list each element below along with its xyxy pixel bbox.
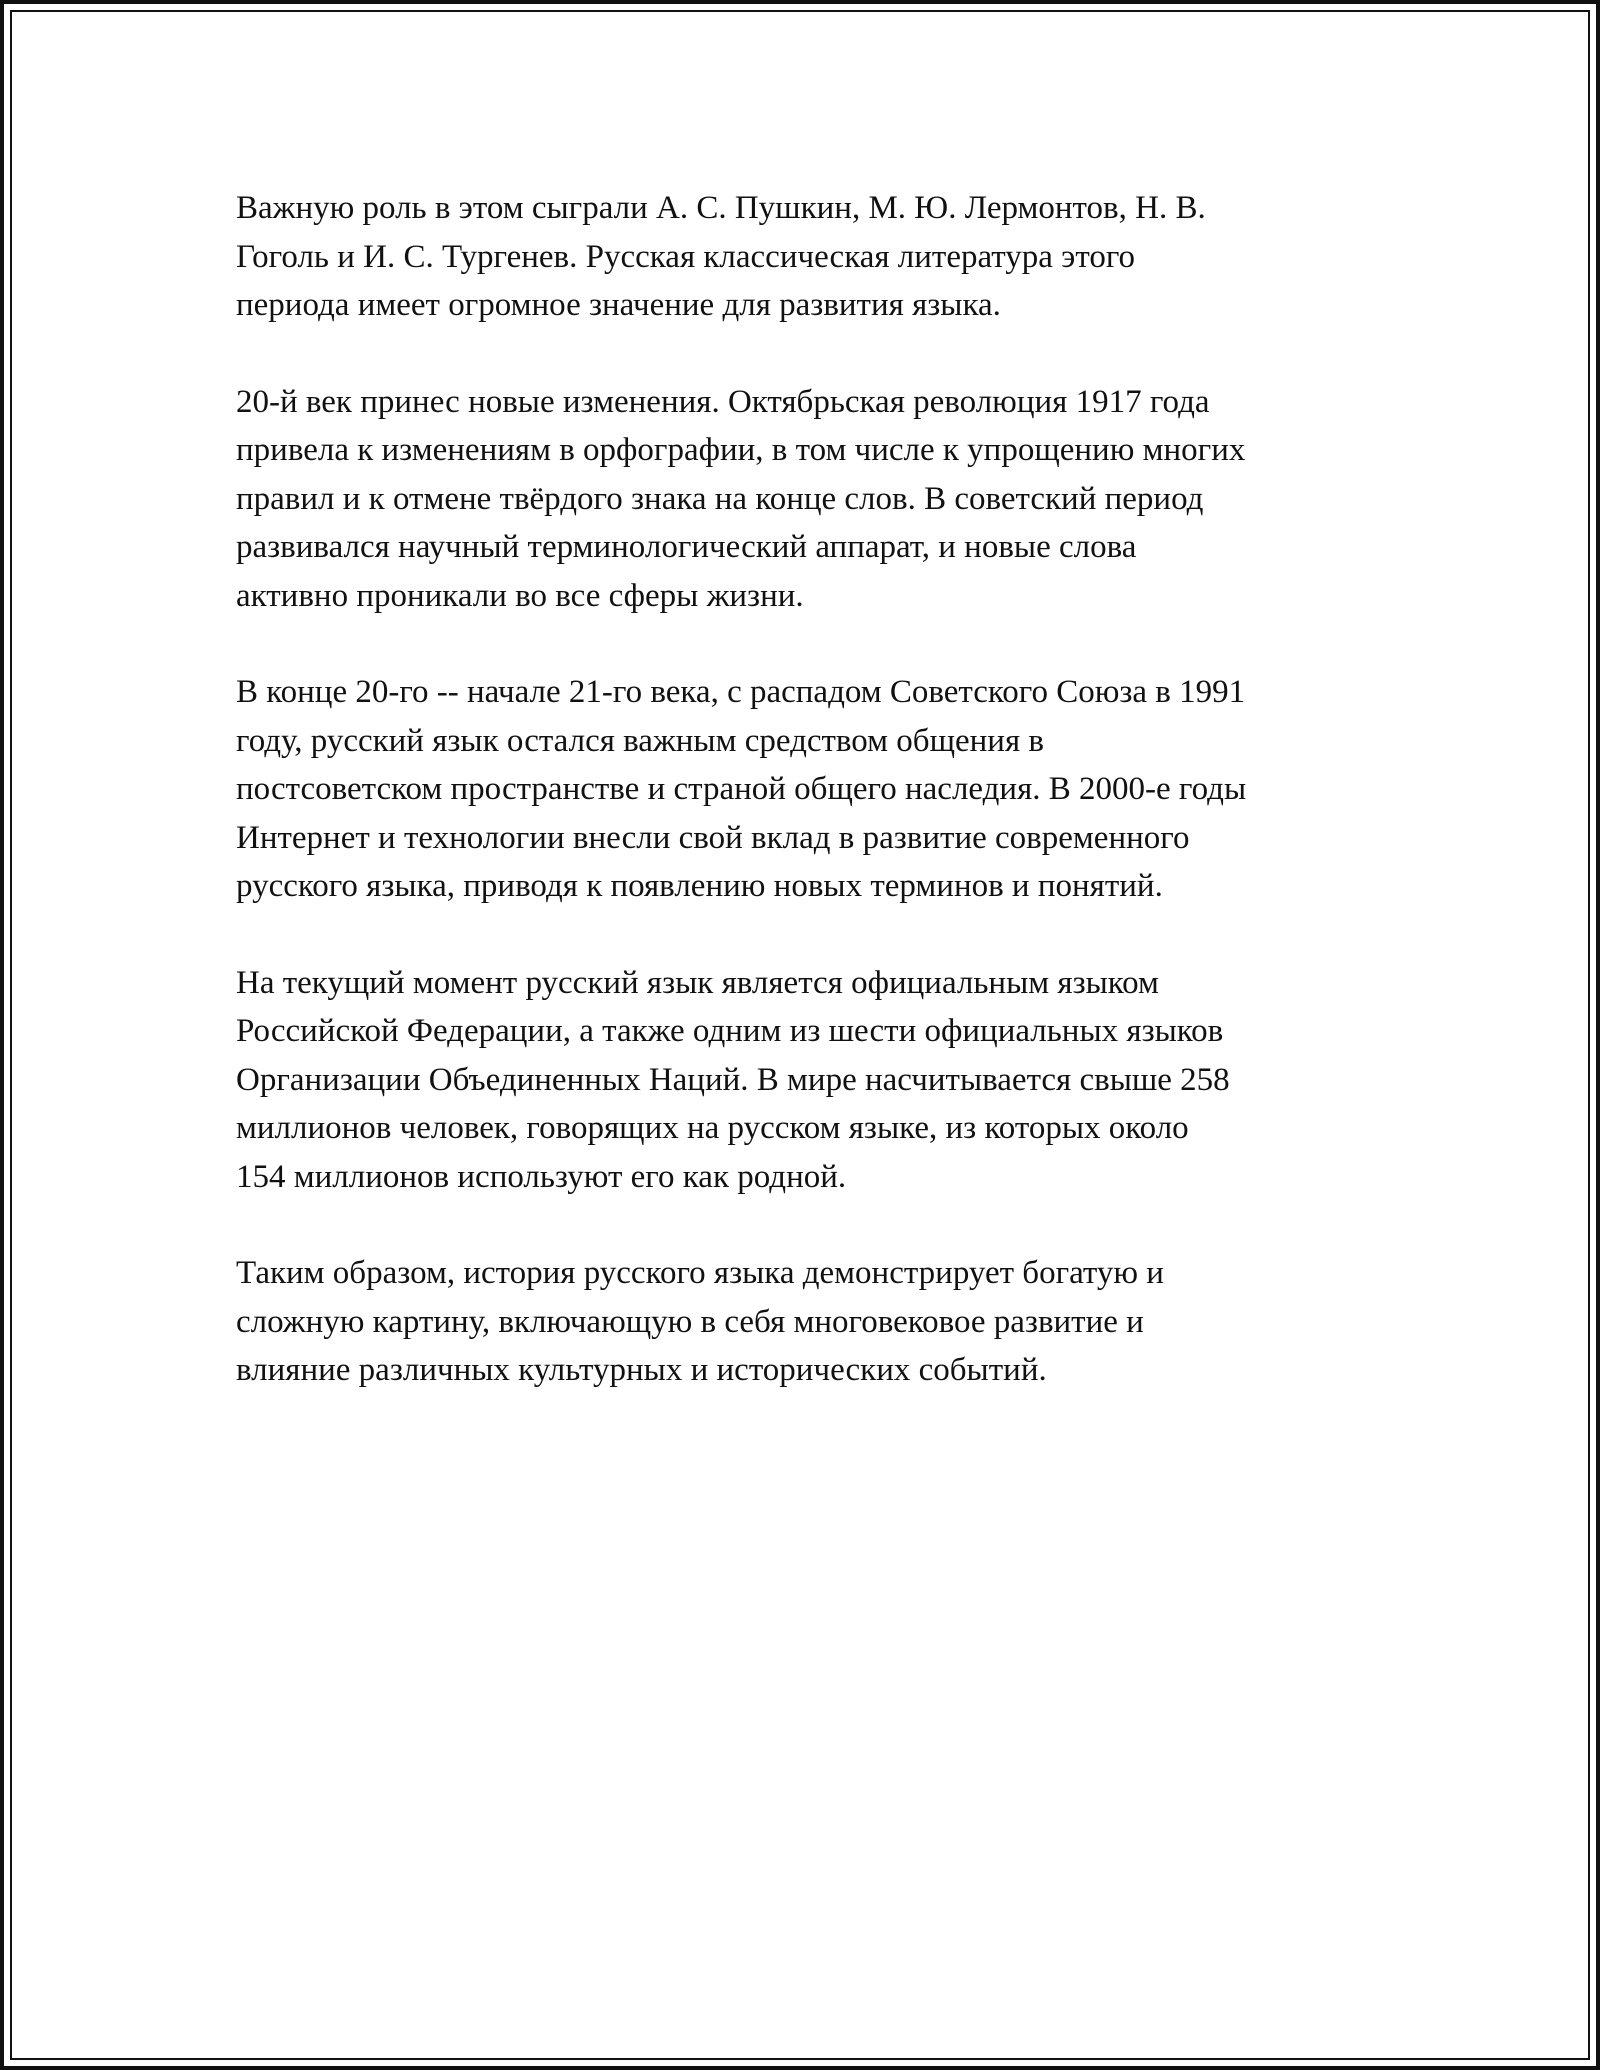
- paragraph-1: Важную роль в этом сыграли А. С. Пушкин, М. Ю. Лермонтов, Н. В. Гоголь и И. С. Тургенев. Русская классическая литература этого периода имеет огромное значение для развития языка.: [236, 190, 1206, 323]
- paragraph-3: В конце 20-го -- начале 21-го века, с распадом Советского Союза в 1991 году, русский язык остался важным средством общения в постсоветском пространстве и страной общего наследия. В 2000-е годы Интернет и технологии внесли свой вклад в развитие современного русского языка, приводя к появлению новых терминов и понятий.: [236, 674, 1247, 904]
- document-body: [236, 184, 1396, 1443]
- paragraph-4: На текущий момент русский язык является официальным языком Российской Федерации, а также одним из шести официальных языков Организации Объединенных Наций. В мире насчитывается свыше 258 миллионов человек, говорящих на русском языке, из которых около 154 миллионов используют его как родной.: [236, 964, 1230, 1195]
- paragraph-5: Таким образом, история русского языка демонстрирует богатую и сложную картину, включающую в себя многовековое развитие и влияние различных культурных и исторических событий.: [236, 1255, 1164, 1388]
- paragraph-2: 20-й век принес новые изменения. Октябрьская революция 1917 года привела к изменениям в орфографии, в том числе к упрощению многих правил и к отмене твёрдого знака на конце слов. В советский период развивался научный терминологический аппарат, и новые слова активно проникали во все сферы жизни.: [236, 383, 1246, 614]
